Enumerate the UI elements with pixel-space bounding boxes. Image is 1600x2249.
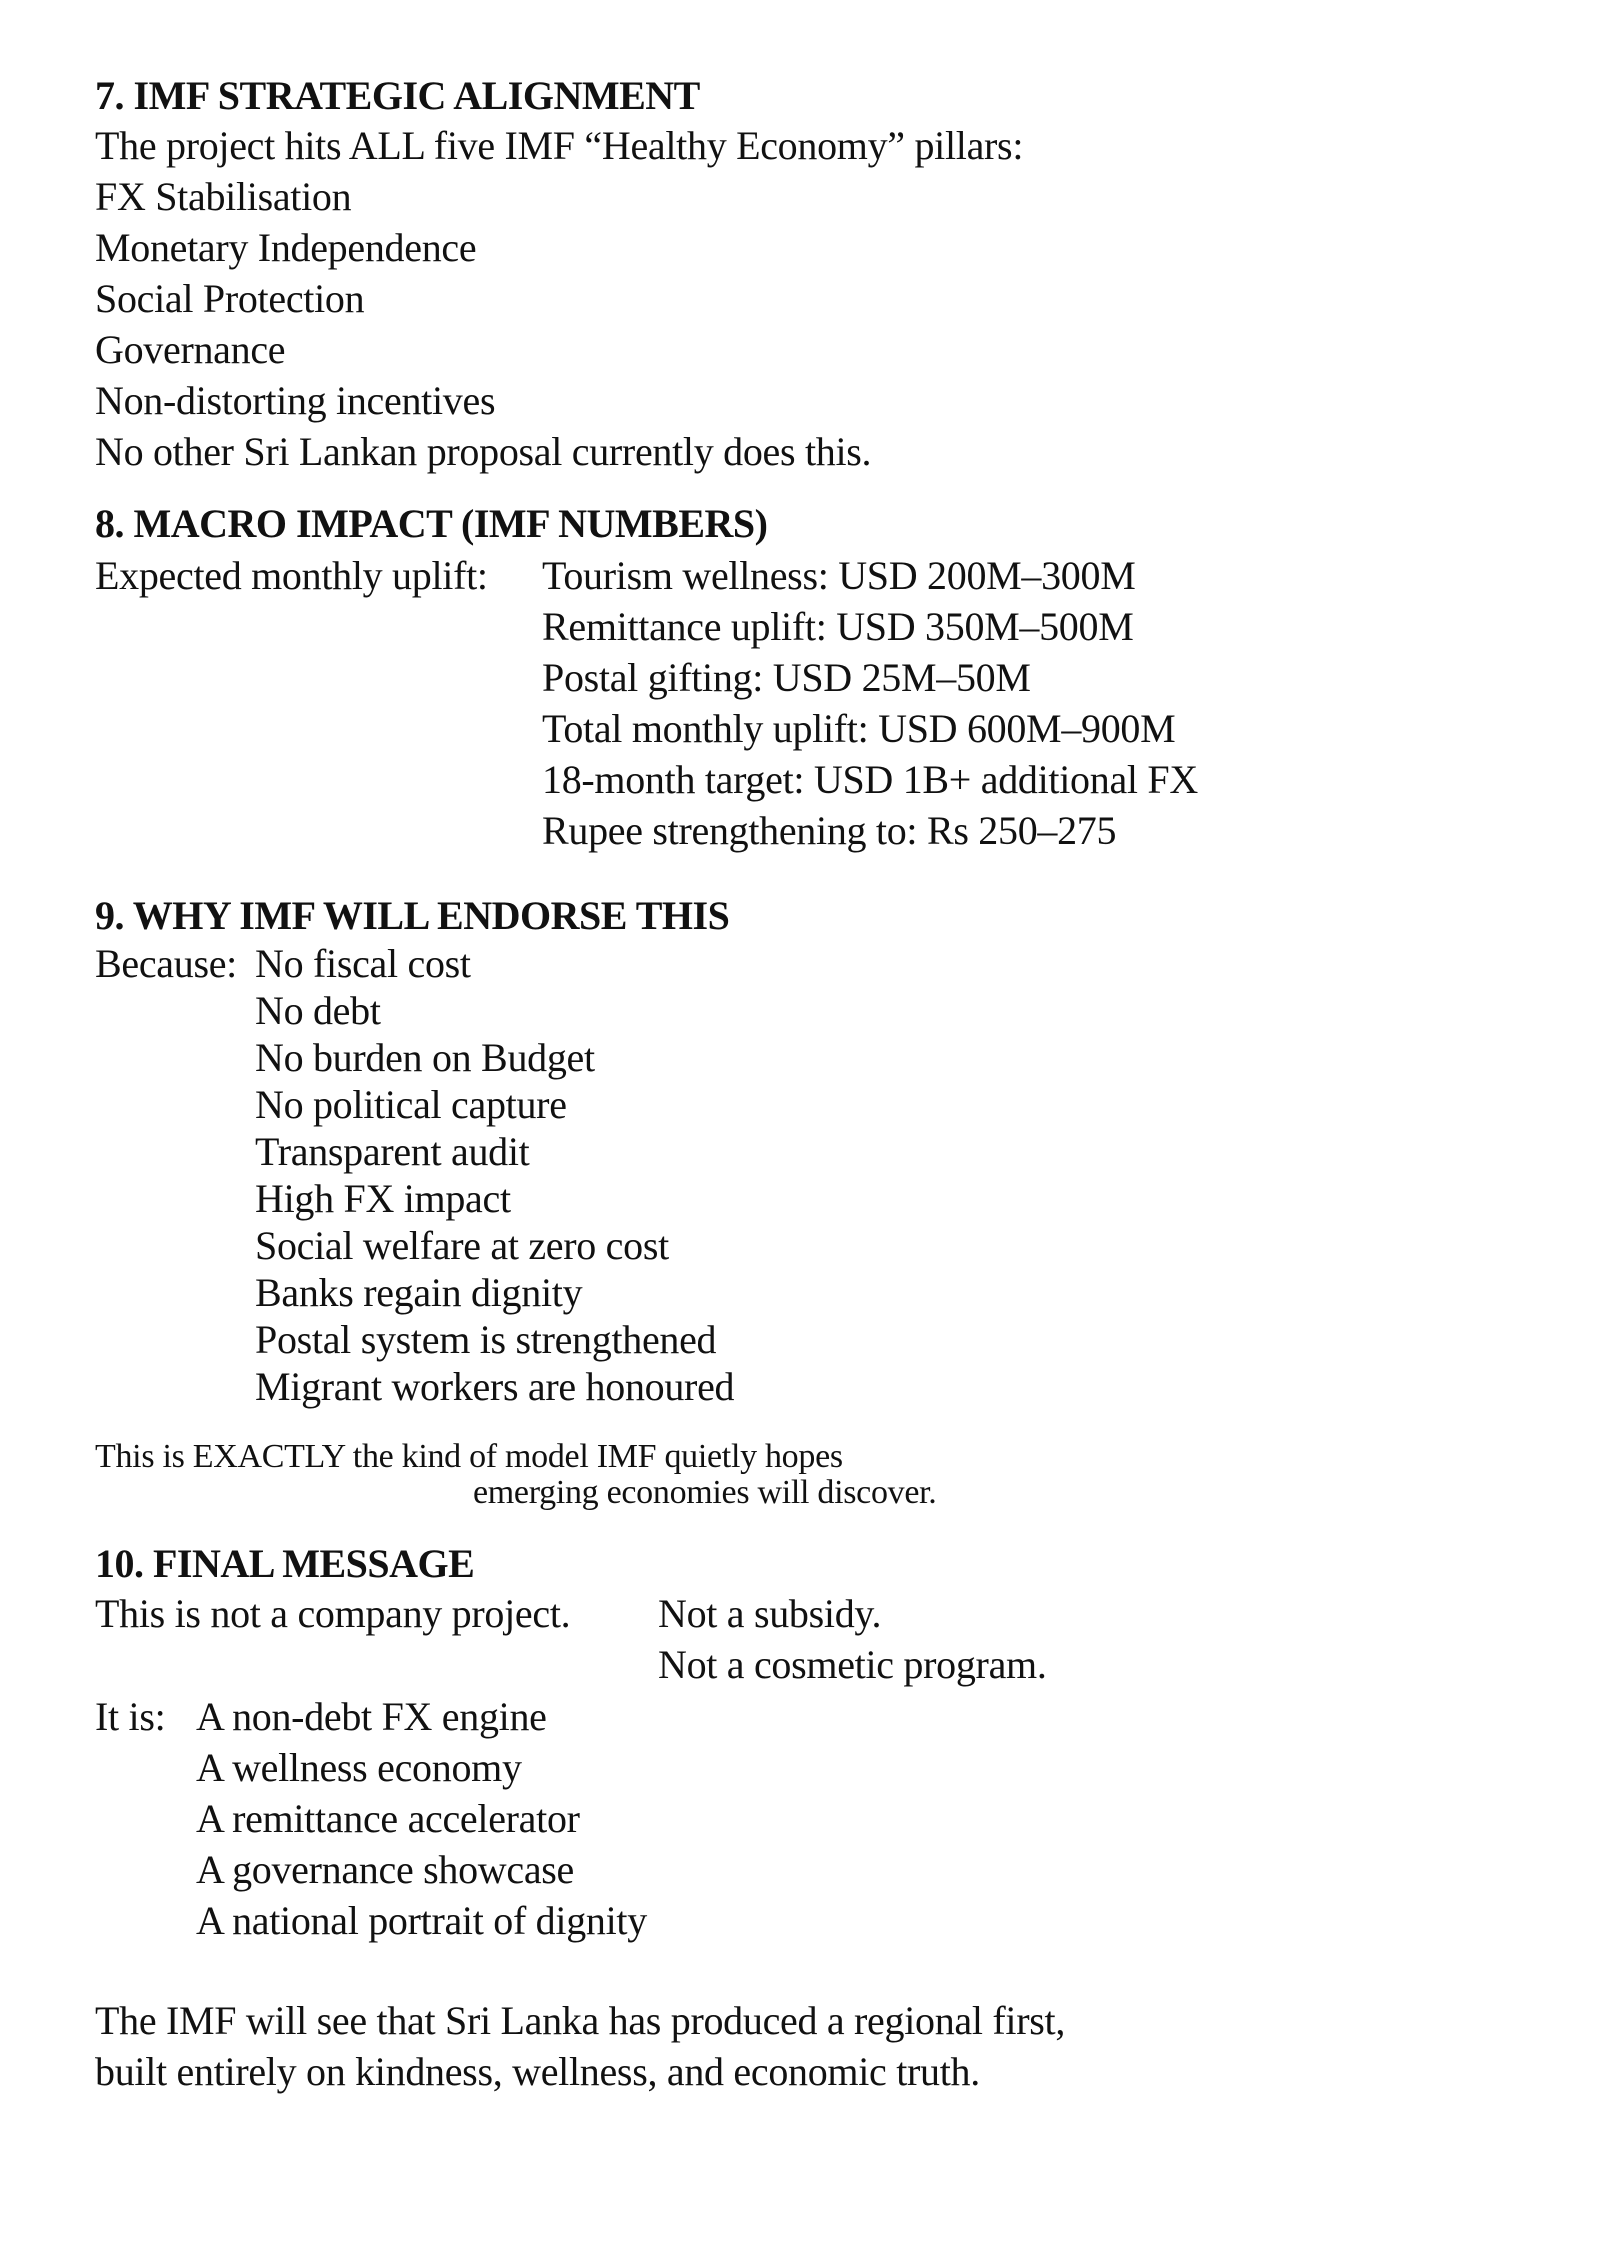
section-7-closing: No other Sri Lankan proposal currently does this.: [95, 429, 872, 474]
not-company-text: This is not a company project.: [95, 1591, 571, 1636]
it-is-item: A governance showcase: [196, 1847, 574, 1892]
reason-item: Social welfare at zero cost: [255, 1223, 669, 1268]
reason-item: Migrant workers are honoured: [255, 1364, 735, 1409]
reason-item: Postal system is strengthened: [255, 1317, 717, 1362]
it-is-item: A remittance accelerator: [196, 1796, 580, 1841]
reason-item: No fiscal cost: [255, 941, 471, 986]
uplift-label: Expected monthly uplift:: [95, 553, 488, 598]
pillar-item: FX Stabilisation: [95, 174, 352, 219]
it-is-item: A national portrait of dignity: [196, 1898, 647, 1943]
not-cosmetic-text: Not a cosmetic program.: [658, 1642, 1047, 1687]
uplift-item: 18-month target: USD 1B+ additional FX: [542, 757, 1198, 802]
pillar-item: Governance: [95, 327, 286, 372]
uplift-item: Rupee strengthening to: Rs 250–275: [542, 808, 1117, 853]
section-8-heading: 8. MACRO IMPACT (IMF NUMBERS): [95, 501, 768, 546]
conclusion-line2: built entirely on kindness, wellness, and economic truth.: [95, 2049, 980, 2094]
section-9-heading: 9. WHY IMF WILL ENDORSE THIS: [95, 893, 730, 938]
reason-item: No burden on Budget: [255, 1035, 595, 1080]
reason-item: No debt: [255, 988, 381, 1033]
not-subsidy-text: Not a subsidy.: [658, 1591, 882, 1636]
section-9-note-line1: This is EXACTLY the kind of model IMF quietly hopes: [95, 1438, 843, 1475]
uplift-item: Postal gifting: USD 25M–50M: [542, 655, 1031, 700]
uplift-item: Tourism wellness: USD 200M–300M: [542, 553, 1136, 598]
pillar-item: Non-distorting incentives: [95, 378, 496, 423]
it-is-item: A wellness economy: [196, 1745, 522, 1790]
reason-item: Transparent audit: [255, 1129, 530, 1174]
section-7-heading: 7. IMF STRATEGIC ALIGNMENT: [95, 73, 700, 118]
pillar-item: Social Protection: [95, 276, 365, 321]
section-7-intro: The project hits ALL five IMF “Healthy Economy” pillars:: [95, 123, 1024, 168]
section-9-note-line2: emerging economies will discover.: [473, 1474, 937, 1511]
it-is-label: It is:: [95, 1694, 166, 1739]
pillar-item: Monetary Independence: [95, 225, 477, 270]
reason-item: No political capture: [255, 1082, 567, 1127]
reason-item: Banks regain dignity: [255, 1270, 583, 1315]
uplift-item: Total monthly uplift: USD 600M–900M: [542, 706, 1176, 751]
it-is-item: A non-debt FX engine: [196, 1694, 547, 1739]
uplift-item: Remittance uplift: USD 350M–500M: [542, 604, 1134, 649]
section-10-heading: 10. FINAL MESSAGE: [95, 1541, 475, 1586]
reason-item: High FX impact: [255, 1176, 511, 1221]
conclusion-line1: The IMF will see that Sri Lanka has produced a regional first,: [95, 1998, 1066, 2043]
because-label: Because:: [95, 941, 237, 986]
